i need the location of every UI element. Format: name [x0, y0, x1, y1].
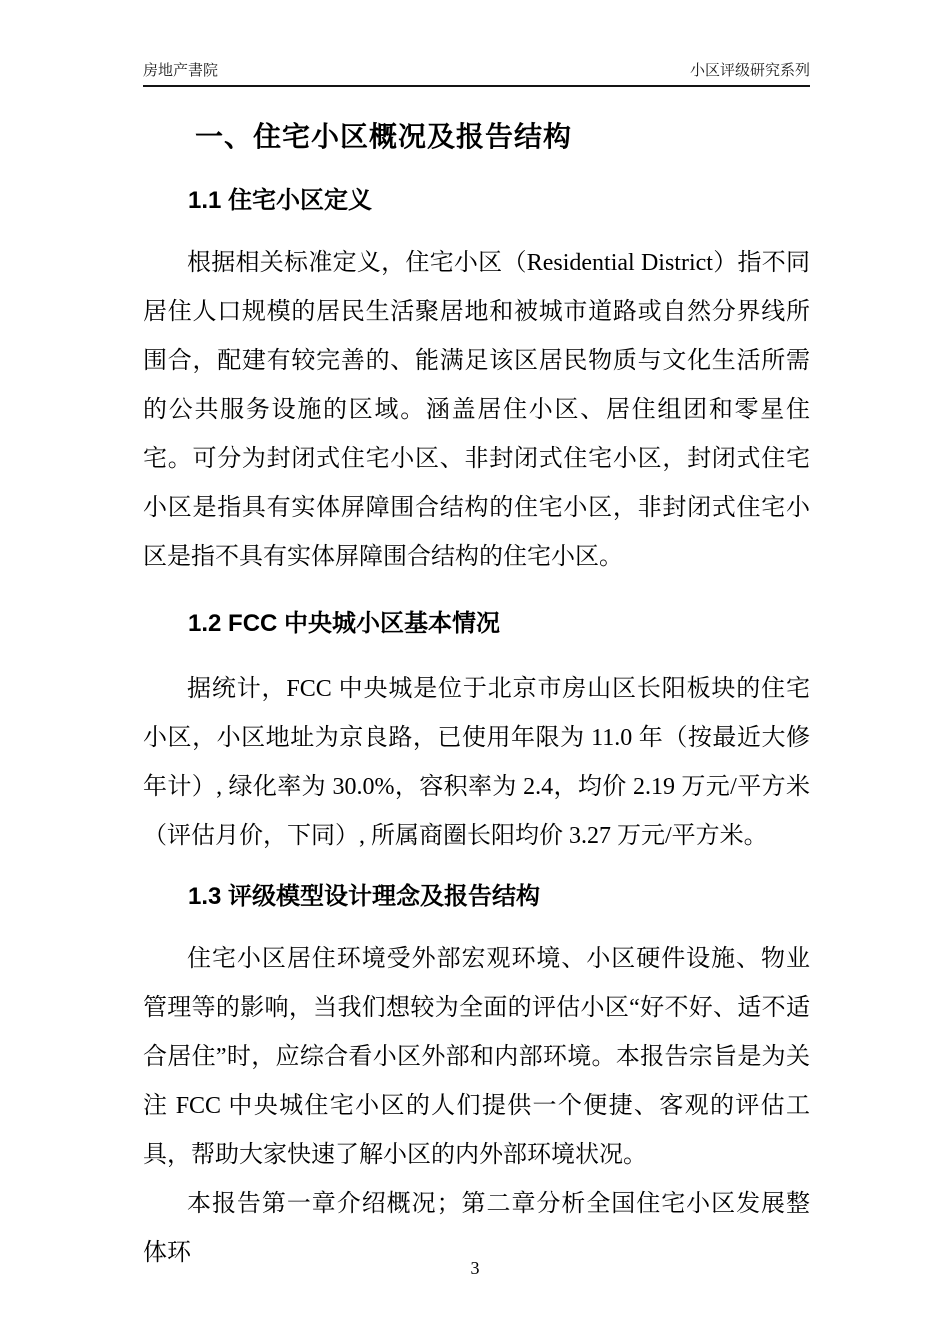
header-left-text: 房地产書院: [143, 62, 219, 79]
page-content: [143, 89, 810, 1278]
section-heading-1-2: 1.2 FCC 中央城小区基本情况: [188, 610, 501, 637]
page-footer: [0, 1258, 950, 1279]
page-header: [143, 60, 810, 87]
chapter-title: 一、住宅小区概况及报告结构: [195, 121, 573, 152]
section-heading-1-3: 1.3 评级模型设计理念及报告结构: [188, 883, 541, 910]
paragraph-report-structure: 本报告第一章介绍概况；第二章分析全国住宅小区发展整体环: [143, 1191, 810, 1266]
paragraph-definition: 根据相关标准定义，住宅小区（Residential District）指不同居住人口规模的居民生活聚居地和被城市道路或自然分界线所围合，配建有较完善的、能满足该区居民物质与文化生活所需的公共服务设施的区域。涵盖居住小区、居住组团和零星住宅。可分为封闭式住宅小区、非封闭式住宅小区，封闭式住宅小区是指具有实体屏障围合结构的住宅小区，非封闭式住宅小区是指不具有实体屏障围合结构的住宅小区。: [143, 250, 810, 570]
page-number: 3: [470, 1258, 480, 1278]
paragraph-model-concept: 住宅小区居住环境受外部宏观环境、小区硬件设施、物业管理等的影响，当我们想较为全面的评估小区“好不好、适不适合居住”时，应综合看小区外部和内部环境。本报告宗旨是为关注 FCC 中央城住宅小区的人们提供一个便捷、客观的评估工具，帮助大家快速了解小区的内外部环境状况。: [143, 946, 810, 1168]
section-heading-1-1: 1.1 住宅小区定义: [188, 187, 373, 214]
paragraph-basic-info: 据统计，FCC 中央城是位于北京市房山区长阳板块的住宅小区，小区地址为京良路，已使用年限为 11.0 年（按最近大修年计）, 绿化率为 30.0%，容积率为 2.4，均价 2.19 万元/平方米（评估月价，下同）, 所属商圈长阳均价 3.27 万元/平方米。: [143, 676, 810, 849]
header-right-text: 小区评级研究系列: [689, 62, 810, 79]
